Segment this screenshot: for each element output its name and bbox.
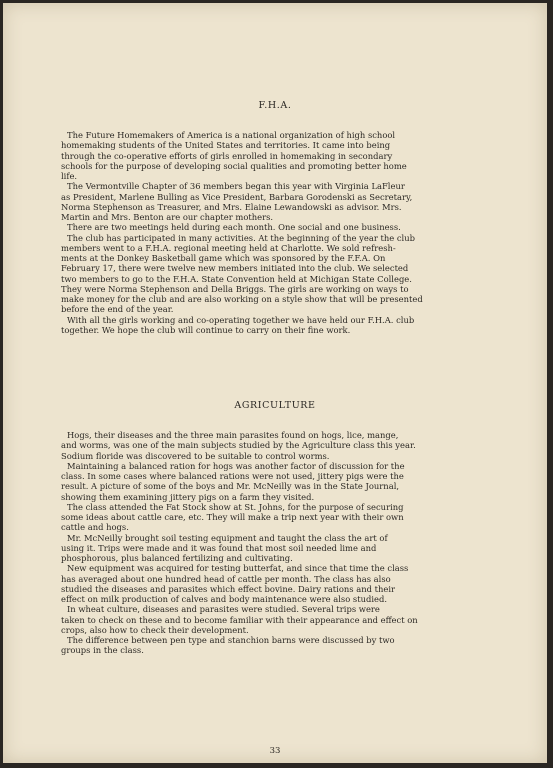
agriculture-line: result. A picture of some of the boys and Mr. McNeilly was in the State Journal, [61, 481, 400, 492]
agriculture-heading: AGRICULTURE [234, 400, 316, 411]
fha-line: They were Norma Stephenson and Della Briggs. The girls are working on ways to [61, 283, 409, 294]
agriculture-line: cattle and hogs. [61, 522, 129, 533]
fha-line: Martin and Mrs. Benton are our chapter mothers. [61, 212, 274, 222]
fha-line: before the end of the year. [61, 304, 174, 315]
fha-line: members went to a F.H.A. regional meeting held at Charlotte. We sold refresh- [61, 242, 396, 253]
fha-line: homemaking students of the United States and territories. It came into being [61, 140, 391, 151]
agriculture-line: studied the diseases and parasites which effect bovine. Dairy rations and their [61, 583, 396, 594]
agriculture-line: The difference between pen type and stanchion barns were discussed by two [67, 635, 395, 645]
fha-line: With all the girls working and co-operating together we have held our F.H.A. club [67, 314, 415, 325]
agriculture-line: New equipment was acquired for testing butterfat, and since that time the class [67, 563, 409, 574]
fha-line: The club has participated in many activities. At the beginning of the year the club [67, 232, 415, 243]
agriculture-line: showing them examining jittery pigs on a farm they visited. [61, 491, 315, 502]
agriculture-line: taken to check on these and to become familiar with their appearance and effect on [61, 614, 418, 625]
agriculture-body [61, 430, 481, 656]
fha-line: as President, Marlene Bulling as Vice President, Barbara Gorodenski as Secretary, [61, 191, 413, 202]
agriculture-line: Mr. McNeilly brought soil testing equipment and taught the class the art of [67, 532, 388, 543]
agriculture-line: The class attended the Fat Stock show at St. Johns, for the purpose of securing [67, 501, 404, 512]
agriculture-line: using it. Trips were made and it was found that most soil needed lime and [61, 542, 377, 553]
agriculture-line: has averaged about one hundred head of cattle per month. The class has also [61, 573, 391, 584]
agriculture-line: phosphorous, plus balanced fertilizing and cultivating. [61, 553, 293, 563]
fha-line: There are two meetings held during each month. One social and one business. [67, 222, 401, 233]
agriculture-line: In wheat culture, diseases and parasites were studied. Several trips were [67, 604, 380, 615]
agriculture-line: class. In some cases where balanced rations were not used, jittery pigs were the [61, 471, 404, 481]
page-number: 33 [269, 746, 281, 756]
fha-line: February 17, there were twelve new members initiated into the club. We selected [61, 263, 409, 274]
fha-body [61, 130, 481, 335]
fha-line: Norma Stephenson as Treasurer, and Mrs. Elaine Lewandowski as advisor. Mrs. [61, 201, 402, 212]
agriculture-line: effect on milk production of calves and body maintenance were also studied. [61, 594, 388, 604]
fha-line: two members to go to the F.H.A. State Convention held at Michigan State College. [61, 273, 412, 284]
agriculture-line: and worms, was one of the main subjects studied by the Agriculture class this year. [61, 440, 416, 451]
fha-line: through the co-operative efforts of girls enrolled in homemaking in secondary [61, 150, 393, 161]
agriculture-line: some ideas about cattle care, etc. They will make a trip next year with their own [61, 512, 404, 522]
fha-line: The Vermontville Chapter of 36 members began this year with Virginia LaFleur [67, 181, 405, 192]
fha-heading: F.H.A. [258, 100, 292, 111]
agriculture-line: Maintaining a balanced ration for hogs was another factor of discussion for the [67, 460, 405, 471]
fha-line: schools for the purpose of developing social qualities and promoting better home [61, 160, 407, 171]
agriculture-line: Hogs, their diseases and the three main parasites found on hogs, lice, mange, [67, 430, 399, 440]
fha-line: The Future Homemakers of America is a national organization of high school [67, 130, 396, 140]
agriculture-line: Sodium floride was discovered to be suitable to control worms. [61, 450, 330, 461]
document-page [3, 3, 547, 763]
agriculture-line: crops, also how to check their development. [61, 624, 249, 635]
fha-line: make money for the club and are also working on a style show that will be presented [61, 294, 423, 304]
fha-line: together. We hope the club will continue to carry on their fine work. [61, 324, 351, 335]
fha-line: ments at the Donkey Basketball game which was sponsored by the F.F.A. On [61, 253, 386, 263]
agriculture-line: groups in the class. [61, 645, 144, 656]
fha-line: life. [61, 171, 78, 181]
